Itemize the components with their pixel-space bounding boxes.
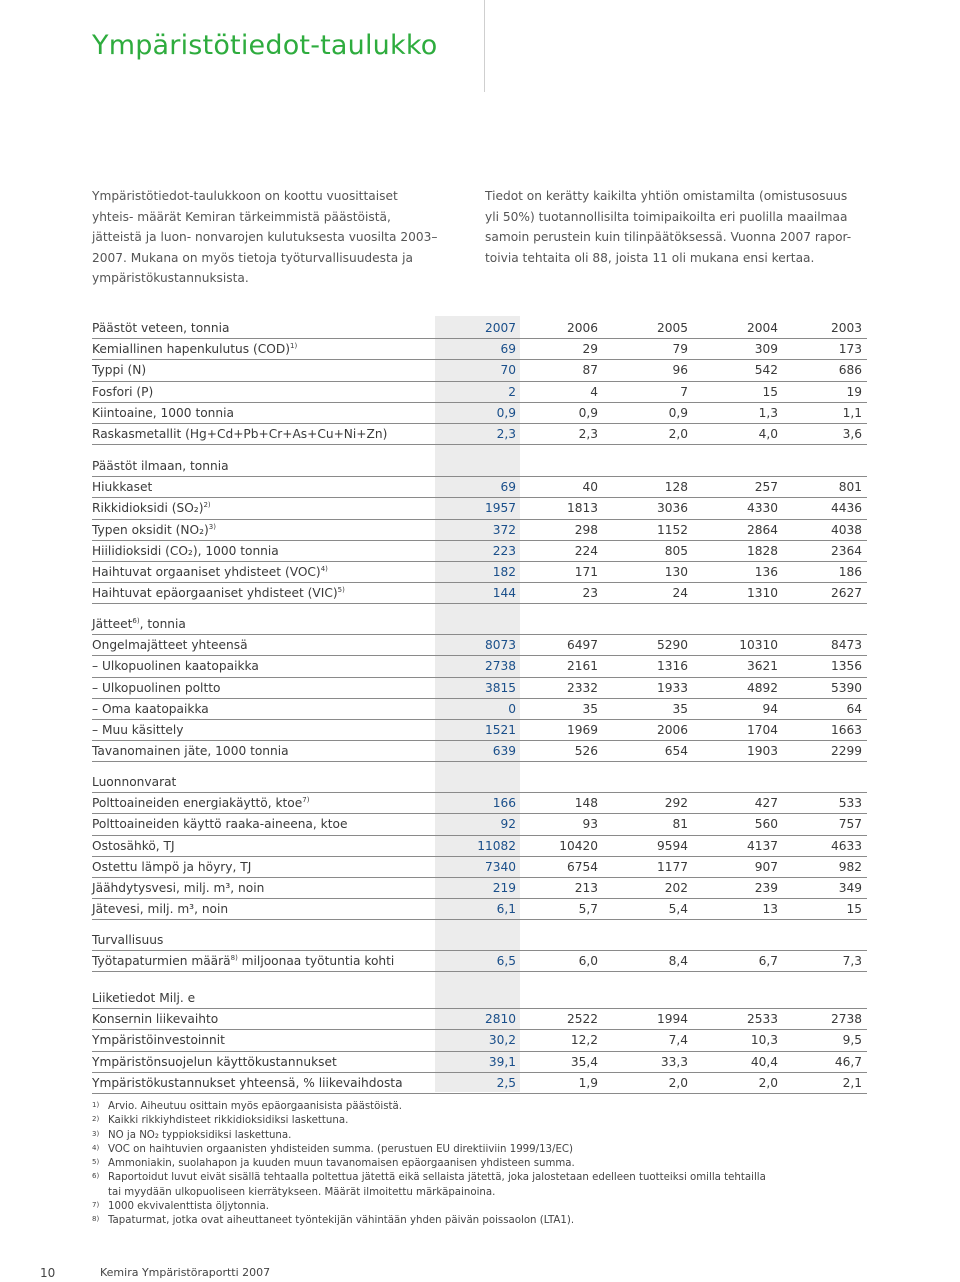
cell-value: 148 [574, 796, 598, 811]
footnote-text: NO ja NO₂ typpioksidiksi laskettuna. [108, 1129, 292, 1141]
cell-value: 9594 [656, 838, 688, 853]
footnote-ref: 5) [337, 586, 345, 595]
row-label-text: Jäähdytysvesi, milj. m³, noin [92, 880, 265, 895]
cell-value: 6754 [566, 859, 598, 874]
cell-value: 686 [838, 363, 862, 378]
row-label [92, 360, 146, 380]
footnote [92, 1100, 766, 1114]
footnote-ref: 1) [289, 342, 298, 351]
cell-value: 39,1 [488, 1054, 516, 1069]
section-title: Luonnonvarat [92, 775, 177, 789]
cell-value: 4892 [746, 680, 778, 695]
footnote-key: 4) [92, 1143, 100, 1152]
cell-value: 805 [664, 543, 688, 558]
cell-value: 10,3 [750, 1033, 778, 1048]
footnote [92, 1214, 766, 1228]
cell-value: 982 [838, 859, 862, 874]
row-label [92, 793, 309, 813]
footnote-text: Tapaturmat, jotka ovat aiheuttaneet työntekijän vähintään yhden päivän poissaolon (LTA1). [108, 1215, 575, 1227]
table-row [92, 1073, 867, 1094]
table-row [92, 878, 867, 899]
row-label [92, 1073, 403, 1093]
cell-value: 70 [500, 363, 516, 378]
cell-value: 182 [492, 564, 516, 579]
cell-value: 1969 [566, 722, 598, 737]
year-header: 2006 [566, 321, 598, 335]
cell-value: 92 [500, 817, 516, 832]
cell-value: 8,4 [668, 954, 688, 969]
cell-value: 3,6 [842, 426, 862, 441]
cell-value: 2364 [830, 543, 862, 558]
footnote-text: Raportoidut luvut eivät sisällä tehtaalla poltettua jätettä eikä sellaista jätettä, joka jalostetaan edelleen tuotteiksi omilla tehtailla [108, 1172, 766, 1184]
footnote-key: 1) [92, 1101, 100, 1109]
row-label [92, 562, 328, 582]
cell-value: 11082 [477, 838, 516, 853]
row-label-text: Ympäristökustannukset yhteensä, % liikevaihdosta [92, 1075, 403, 1090]
section-header [92, 930, 867, 951]
table-row [92, 1009, 867, 1030]
cell-value: 5,4 [668, 902, 688, 917]
cell-value: 4436 [830, 501, 862, 516]
table-section [92, 318, 867, 445]
table-section [92, 930, 867, 972]
publication-name: Kemira Ympäristöraportti 2007 [100, 1266, 271, 1279]
cell-value: 9,5 [842, 1033, 862, 1048]
row-label-text: Konsernin liikevaihto [92, 1012, 219, 1027]
cell-value: 2,3 [578, 426, 598, 441]
cell-value: 15 [762, 384, 778, 399]
table-row [92, 498, 867, 519]
cell-value: 13 [762, 902, 778, 917]
cell-value: 309 [754, 342, 778, 357]
footnote-text: 1000 ekvivalenttista öljytonnia. [108, 1201, 269, 1213]
footnote-key: 8) [92, 1215, 100, 1224]
cell-value: 4330 [746, 501, 778, 516]
cell-value: 1316 [656, 659, 688, 674]
cell-value: 427 [754, 796, 778, 811]
cell-value: 166 [492, 796, 516, 811]
row-label [92, 857, 251, 877]
footnote-text: Kaikki rikkiyhdisteet rikkidioksidiksi laskettuna. [108, 1115, 349, 1127]
cell-value: 46,7 [834, 1054, 862, 1069]
cell-value: 19 [846, 384, 862, 399]
cell-value: 257 [754, 480, 778, 495]
table-row [92, 339, 867, 360]
cell-value: 94 [762, 701, 778, 716]
table-row [92, 424, 867, 445]
row-label [92, 382, 153, 402]
cell-value: 1903 [746, 744, 778, 759]
row-label-text: – Ulkopuolinen kaatopaikka [92, 659, 259, 674]
row-label-text: Hiukkaset [92, 480, 153, 495]
table-row [92, 741, 867, 762]
section-header [92, 772, 867, 793]
cell-value: 2,1 [842, 1075, 862, 1090]
row-label [92, 878, 264, 898]
year-header: 2004 [746, 321, 778, 335]
cell-value: 2332 [566, 680, 598, 695]
section-title-suffix: , tonnia [139, 617, 186, 631]
row-label-text: Hiilidioksidi (CO₂), 1000 tonnia [92, 543, 279, 558]
cell-value: 33,3 [660, 1054, 688, 1069]
year-header: 2005 [656, 321, 688, 335]
cell-value: 69 [500, 480, 516, 495]
footnote-text: Ammoniakin, suolahapon ja kuuden muun tavanomaisen epäorgaanisen yhdisteen summa. [108, 1158, 575, 1170]
table-row [92, 656, 867, 677]
table-section [92, 456, 867, 604]
cell-value: 79 [672, 342, 688, 357]
row-label-text: Fosfori (P) [92, 384, 154, 399]
row-label-text: – Ulkopuolinen poltto [92, 680, 221, 695]
intro-left: Ympäristötiedot-taulukkoon on koottu vuosittaiset yhteis- määrät Kemiran tärkeimmistä päästöistä, jätteistä ja luon- nonvarojen kulutuksesta vuosilta 2003–2007. Mukana on myös tietoja työturvallisuudesta ja ympäristökustannuksista. [92, 189, 438, 285]
cell-value: 4633 [830, 838, 862, 853]
page-title: Ympäristötiedot-taulukko [92, 30, 438, 61]
cell-value: 35,4 [570, 1054, 598, 1069]
table-row [92, 1030, 867, 1051]
cell-value: 0 [508, 701, 516, 716]
table-row [92, 520, 867, 541]
row-label-text: Kemiallinen hapenkulutus (COD) [92, 342, 290, 357]
section-header [92, 456, 867, 477]
cell-value: 757 [838, 817, 862, 832]
cell-value: 349 [838, 880, 862, 895]
cell-value: 2810 [484, 1012, 516, 1027]
row-label-text: Kiintoaine, 1000 tonnia [92, 405, 234, 420]
section-header [92, 614, 867, 635]
row-label-text: Polttoaineiden käyttö raaka-aineena, ktoe [92, 817, 348, 832]
cell-value: 2299 [830, 744, 862, 759]
footnote [92, 1200, 766, 1214]
cell-value: 907 [754, 859, 778, 874]
footnote-key: 3) [92, 1129, 100, 1138]
row-label-text: Ostettu lämpö ja höyry, TJ [92, 859, 252, 874]
table-row [92, 1052, 867, 1073]
footnote [92, 1114, 766, 1128]
row-label-text: Polttoaineiden energiakäyttö, ktoe [92, 796, 303, 811]
cell-value: 2161 [566, 659, 598, 674]
table-row [92, 541, 867, 562]
footnote-key: 2) [92, 1115, 100, 1124]
cell-value: 4 [590, 384, 598, 399]
cell-value: 2,0 [758, 1075, 778, 1090]
cell-value: 1704 [746, 722, 778, 737]
section-title: Päästöt ilmaan, tonnia [92, 459, 229, 473]
cell-value: 5390 [830, 680, 862, 695]
cell-value: 0,9 [496, 405, 516, 420]
cell-value: 298 [574, 522, 598, 537]
cell-value: 1933 [656, 680, 688, 695]
cell-value: 533 [838, 796, 862, 811]
row-label-text: Ongelmajätteet yhteensä [92, 638, 248, 653]
cell-value: 173 [838, 342, 862, 357]
cell-value: 1,3 [758, 405, 778, 420]
row-label [92, 699, 209, 719]
cell-value: 1813 [566, 501, 598, 516]
cell-value: 35 [672, 701, 688, 716]
table-row [92, 699, 867, 720]
cell-value: 372 [492, 522, 516, 537]
cell-value: 801 [838, 480, 862, 495]
footnote-ref: 8) [230, 954, 238, 963]
cell-value: 7340 [484, 859, 516, 874]
footnote-text: tai myydään ulkopuoliseen kierrätykseen. Määrät ilmoitettu märkäpainoina. [108, 1186, 496, 1198]
row-label [92, 1030, 225, 1050]
footnote [92, 1171, 766, 1185]
cell-value: 171 [574, 564, 598, 579]
footnote [92, 1143, 766, 1157]
cell-value: 1310 [746, 586, 778, 601]
footnote-key: 6) [92, 1172, 100, 1181]
year-header: 2007 [484, 321, 516, 335]
cell-value: 2,0 [668, 1075, 688, 1090]
table-row [92, 678, 867, 699]
row-label-text: Ympäristönsuojelun käyttökustannukset [92, 1054, 337, 1069]
cell-value: 2738 [830, 1012, 862, 1027]
row-label [92, 498, 211, 518]
row-label [92, 339, 297, 359]
row-label-text: Jätevesi, milj. m³, noin [92, 902, 229, 917]
cell-value: 7,4 [668, 1033, 688, 1048]
row-label [92, 656, 259, 676]
cell-value: 136 [754, 564, 778, 579]
cell-value: 5290 [656, 638, 688, 653]
cell-value: 4137 [746, 838, 778, 853]
table-row [92, 720, 867, 741]
cell-value: 6,0 [578, 954, 598, 969]
footnote-text: Arvio. Aiheutuu osittain myös epäorgaanisista päästöistä. [108, 1101, 403, 1112]
cell-value: 2,0 [668, 426, 688, 441]
cell-value: 542 [754, 363, 778, 378]
row-label-suffix: miljoonaa työtuntia kohti [237, 954, 395, 969]
row-label-text: Typpi (N) [92, 363, 147, 378]
cell-value: 1663 [830, 722, 862, 737]
row-label-text: – Muu käsittely [92, 722, 184, 737]
intro-right: Tiedot on kerätty kaikilta yhtiön omistamilta (omistusosuus yli 50%) tuotannollisilta toimipaikoilta eri puolilla maailmaa samoin perustein kuin tilinpäätöksessä. Vuonna 2007 rapor- toivia tehtaita oli 88, joista 11 oli mukana ensi kertaa. [485, 189, 852, 265]
cell-value: 219 [492, 880, 516, 895]
cell-value: 8073 [484, 638, 516, 653]
row-label [92, 678, 220, 698]
footnote [92, 1157, 766, 1171]
footnotes [92, 1100, 766, 1229]
cell-value: 96 [672, 363, 688, 378]
cell-value: 0,9 [578, 405, 598, 420]
cell-value: 2864 [746, 522, 778, 537]
row-label-text: Typen oksidit (NO₂) [92, 522, 209, 537]
row-label [92, 520, 216, 540]
cell-value: 1994 [656, 1012, 688, 1027]
cell-value: 1828 [746, 543, 778, 558]
footnote-key: 5) [92, 1158, 100, 1167]
cell-value: 223 [492, 543, 516, 558]
row-label-text: Ostosähkö, TJ [92, 838, 175, 853]
cell-value: 2627 [830, 586, 862, 601]
row-label [92, 635, 248, 655]
row-label [92, 899, 228, 919]
cell-value: 1356 [830, 659, 862, 674]
row-label [92, 477, 152, 497]
cell-value: 526 [574, 744, 598, 759]
cell-value: 40 [582, 480, 598, 495]
row-label [92, 1052, 337, 1072]
cell-value: 292 [664, 796, 688, 811]
cell-value: 7,3 [842, 954, 862, 969]
row-label [92, 951, 394, 971]
cell-value: 202 [664, 880, 688, 895]
cell-value: 2,3 [496, 426, 516, 441]
row-label-text: Haihtuvat orgaaniset yhdisteet (VOC) [92, 564, 321, 579]
footnote-ref: 4) [320, 564, 328, 573]
cell-value: 30,2 [488, 1033, 516, 1048]
cell-value: 1,1 [842, 405, 862, 420]
footnote [92, 1129, 766, 1143]
cell-value: 4,0 [758, 426, 778, 441]
cell-value: 2006 [656, 722, 688, 737]
cell-value: 0,9 [668, 405, 688, 420]
cell-value: 6,1 [496, 902, 516, 917]
cell-value: 29 [582, 342, 598, 357]
table-row [92, 793, 867, 814]
row-label-text: Ympäristöinvestoinnit [92, 1033, 225, 1048]
cell-value: 239 [754, 880, 778, 895]
section-title: Päästöt veteen, tonnia [92, 321, 230, 335]
footnote-text: VOC on haihtuvien orgaanisten yhdisteiden summa. (perustuen EU direktiiviin 1999/13/EC) [108, 1143, 573, 1155]
page-number: 10 [40, 1266, 56, 1280]
cell-value: 186 [838, 564, 862, 579]
row-label-text: Rikkidioksidi (SO₂) [92, 501, 204, 516]
cell-value: 2,5 [496, 1075, 516, 1090]
cell-value: 1521 [484, 722, 516, 737]
table-row [92, 583, 867, 604]
cell-value: 130 [664, 564, 688, 579]
cell-value: 213 [574, 880, 598, 895]
cell-value: 35 [582, 701, 598, 716]
footnote-key: 7) [92, 1201, 100, 1210]
row-label [92, 741, 289, 761]
row-label [92, 720, 184, 740]
cell-value: 15 [846, 902, 862, 917]
row-label-text: Haihtuvat epäorgaaniset yhdisteet (VIC) [92, 586, 338, 601]
footnote-ref: 6) [132, 617, 140, 625]
row-label-text: Raskasmetallit (Hg+Cd+Pb+Cr+As+Cu+Ni+Zn) [92, 426, 388, 441]
cell-value: 144 [492, 586, 516, 601]
footnote-ref: 7) [302, 796, 310, 805]
section-header [92, 318, 867, 339]
cell-value: 3621 [746, 659, 778, 674]
cell-value: 6,7 [758, 954, 778, 969]
table-row [92, 836, 867, 857]
cell-value: 639 [492, 744, 516, 759]
cell-value: 40,4 [750, 1054, 778, 1069]
table-row [92, 814, 867, 835]
cell-value: 2533 [746, 1012, 778, 1027]
row-label [92, 583, 345, 603]
cell-value: 69 [500, 342, 516, 357]
section-title: Liiketiedot Milj. e [92, 991, 196, 1005]
cell-value: 24 [672, 586, 688, 601]
cell-value: 81 [672, 817, 688, 832]
cell-value: 2 [508, 384, 516, 399]
table-row [92, 635, 867, 656]
cell-value: 1,9 [578, 1075, 598, 1090]
row-label [92, 541, 279, 561]
cell-value: 4038 [830, 522, 862, 537]
table-row [92, 951, 867, 972]
cell-value: 8473 [830, 638, 862, 653]
footnote [92, 1186, 766, 1200]
table-row [92, 360, 867, 381]
cell-value: 2522 [566, 1012, 598, 1027]
cell-value: 10310 [739, 638, 778, 653]
row-label [92, 1009, 218, 1029]
cell-value: 23 [582, 586, 598, 601]
cell-value: 12,2 [570, 1033, 598, 1048]
cell-value: 3036 [656, 501, 688, 516]
year-header: 2003 [830, 321, 862, 335]
table-section [92, 614, 867, 762]
section-title-text: Jätteet [92, 617, 133, 631]
cell-value: 7 [680, 384, 688, 399]
cell-value: 10420 [559, 838, 598, 853]
row-label-text: Tavanomainen jäte, 1000 tonnia [92, 744, 289, 759]
row-label [92, 814, 347, 834]
cell-value: 87 [582, 363, 598, 378]
section-title: Turvallisuus [92, 933, 164, 947]
cell-value: 560 [754, 817, 778, 832]
table-row [92, 857, 867, 878]
section-header [92, 988, 867, 1009]
cell-value: 1152 [656, 522, 688, 537]
cell-value: 1177 [656, 859, 688, 874]
footnote-ref: 3) [208, 522, 216, 531]
cell-value: 128 [664, 480, 688, 495]
row-label-text: Työtapaturmien määrä [92, 954, 231, 969]
cell-value: 654 [664, 744, 688, 759]
cell-value: 5,7 [578, 902, 598, 917]
table-section [92, 988, 867, 1094]
row-label-text: – Oma kaatopaikka [92, 701, 209, 716]
cell-value: 93 [582, 817, 598, 832]
cell-value: 6497 [566, 638, 598, 653]
row-label [92, 836, 175, 856]
table-row [92, 477, 867, 498]
table-row [92, 403, 867, 424]
row-label [92, 424, 387, 444]
table-row [92, 899, 867, 920]
cell-value: 224 [574, 543, 598, 558]
cell-value: 3815 [484, 680, 516, 695]
cell-value: 2738 [484, 659, 516, 674]
table-section [92, 772, 867, 920]
footnote-ref: 2) [203, 501, 211, 510]
top-divider [484, 0, 485, 92]
cell-value: 1957 [484, 501, 516, 516]
row-label [92, 403, 234, 423]
table-row [92, 562, 867, 583]
table-row [92, 382, 867, 403]
cell-value: 6,5 [496, 954, 516, 969]
cell-value: 64 [846, 701, 862, 716]
